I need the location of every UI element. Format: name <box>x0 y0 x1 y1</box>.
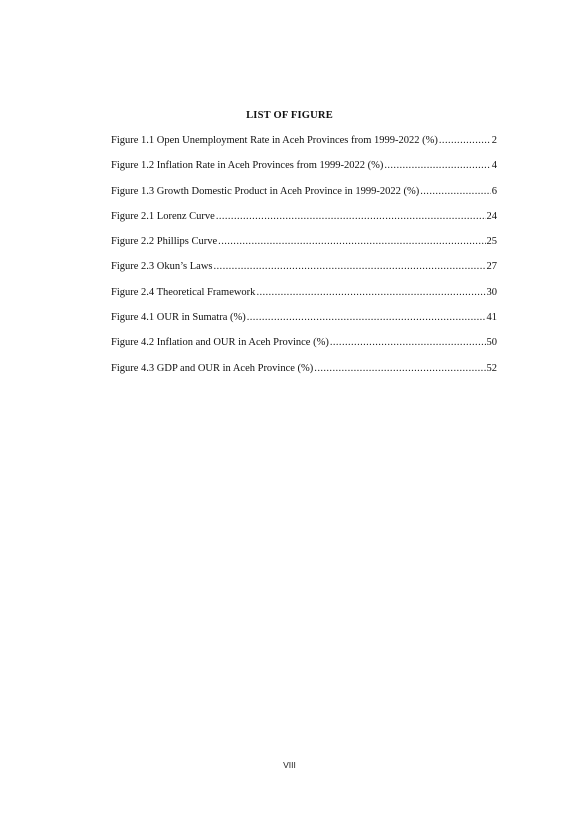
dot-leader <box>439 134 491 147</box>
figure-entry-title: Figure 2.3 Okun’s Laws <box>111 261 213 273</box>
figure-entry[interactable] <box>111 210 497 235</box>
figure-entry[interactable] <box>111 286 497 311</box>
figure-entry[interactable] <box>111 336 497 361</box>
figure-list <box>111 134 497 387</box>
dot-leader <box>384 159 490 172</box>
figure-entry-title: Figure 4.3 GDP and OUR in Aceh Province (%) <box>111 362 314 374</box>
dot-leader <box>330 336 486 349</box>
figure-entry-page: 27 <box>486 261 497 273</box>
figure-entry-title: Figure 4.1 OUR in Sumatra (%) <box>111 312 246 324</box>
figure-entry[interactable] <box>111 134 497 159</box>
page-number: VIII <box>283 760 296 770</box>
figure-entry-title: Figure 2.4 Theoretical Framework <box>111 286 256 298</box>
dot-leader <box>216 210 486 223</box>
dot-leader <box>214 260 486 273</box>
figure-entry[interactable] <box>111 362 497 387</box>
figure-entry-page: 2 <box>491 135 497 146</box>
figure-entry-title: Figure 1.3 Growth Domestic Product in Aceh Province in 1999-2022 (%) <box>111 185 420 197</box>
figure-entry[interactable] <box>111 235 497 260</box>
dot-leader <box>314 362 485 375</box>
figure-entry-title: Figure 1.2 Inflation Rate in Aceh Provinces from 1999-2022 (%) <box>111 160 384 172</box>
figure-entry-page: 30 <box>486 286 497 298</box>
figure-entry-page: 6 <box>491 185 497 197</box>
figure-entry-page: 41 <box>486 312 497 324</box>
figure-entry-page: 4 <box>491 160 497 172</box>
figure-entry[interactable] <box>111 260 497 285</box>
page-heading: LIST OF FIGURE <box>246 110 333 121</box>
dot-leader <box>247 311 486 324</box>
dot-leader <box>218 235 485 248</box>
figure-entry[interactable] <box>111 185 497 210</box>
figure-entry[interactable] <box>111 311 497 336</box>
figure-entry[interactable] <box>111 159 497 184</box>
figure-entry-page: 52 <box>486 362 497 374</box>
figure-entry-page: 24 <box>486 210 497 222</box>
figure-entry-title: Figure 1.1 Open Unemployment Rate in Aceh Provinces from 1999-2022 (%) <box>111 135 438 146</box>
figure-entry-page: 50 <box>486 337 497 349</box>
figure-entry-title: Figure 2.1 Lorenz Curve <box>111 210 215 222</box>
figure-entry-title: Figure 2.2 Phillips Curve <box>111 236 218 248</box>
figure-entry-page: 25 <box>486 236 497 248</box>
dot-leader <box>420 185 491 198</box>
figure-entry-title: Figure 4.2 Inflation and OUR in Aceh Province (%) <box>111 337 329 349</box>
dot-leader <box>256 286 485 299</box>
